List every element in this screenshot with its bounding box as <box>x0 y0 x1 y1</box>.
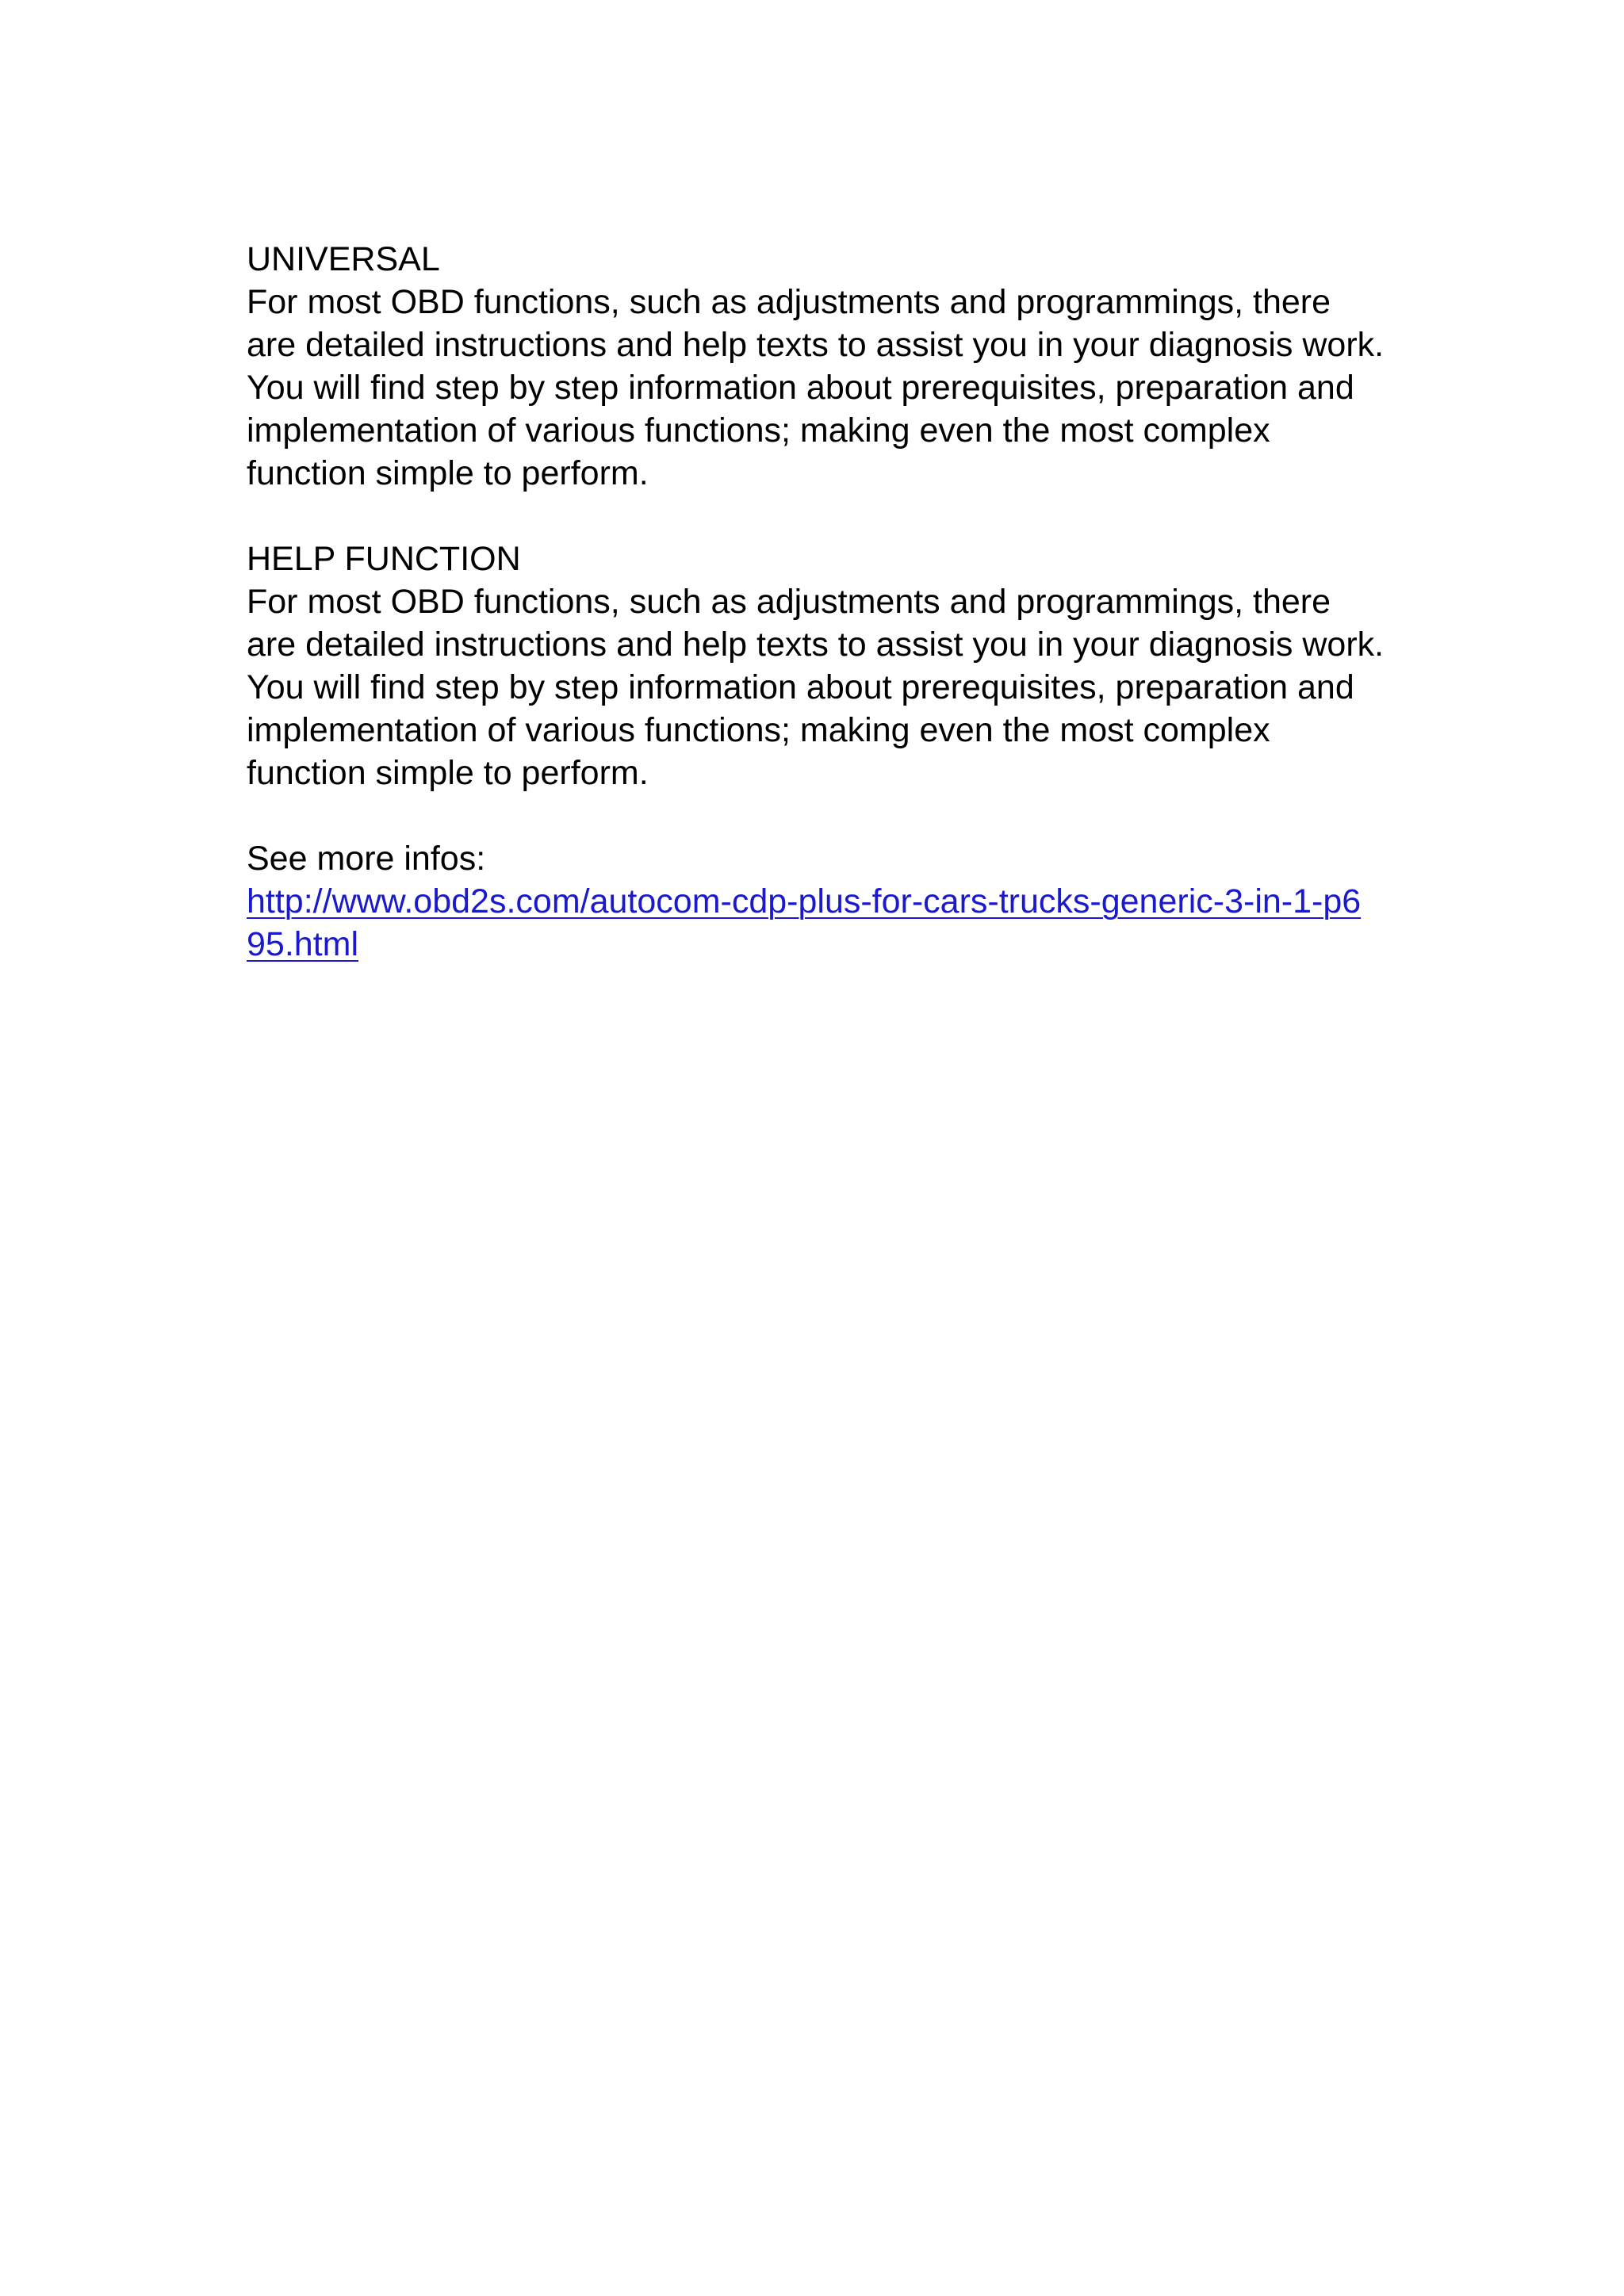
product-link[interactable] <box>247 880 1404 923</box>
more-info-section <box>247 837 1404 966</box>
document-body <box>247 238 1404 1008</box>
paragraph-line: implementation of various functions; making even the most complex <box>247 711 1270 749</box>
section-heading: UNIVERSAL <box>247 240 440 278</box>
product-link-line-1[interactable]: http://www.obd2s.com/autocom-cdp-plus-for-cars-trucks-generic-3-in-1-p6 <box>247 882 1362 920</box>
product-link-line-2[interactable]: 95.html <box>247 925 359 963</box>
paragraph-line: For most OBD functions, such as adjustments and programmings, there <box>247 283 1331 321</box>
paragraph-line: are detailed instructions and help texts to assist you in your diagnosis work. <box>247 626 1385 664</box>
paragraph-line: For most OBD functions, such as adjustments and programmings, there <box>247 583 1331 621</box>
paragraph-line: You will find step by step information about prerequisites, preparation and <box>247 369 1354 407</box>
paragraph-line: are detailed instructions and help texts to assist you in your diagnosis work. <box>247 326 1385 364</box>
paragraph-line: implementation of various functions; making even the most complex <box>247 411 1270 450</box>
product-link-continued[interactable] <box>247 923 1404 966</box>
section-help-function <box>247 538 1404 794</box>
paragraph-line: function simple to perform. <box>247 454 649 492</box>
paragraph-line: You will find step by step information about prerequisites, preparation and <box>247 668 1354 706</box>
section-universal <box>247 238 1404 495</box>
paragraph-line: function simple to perform. <box>247 754 649 792</box>
section-heading: HELP FUNCTION <box>247 540 521 578</box>
more-info-label: See more infos: <box>247 840 486 878</box>
